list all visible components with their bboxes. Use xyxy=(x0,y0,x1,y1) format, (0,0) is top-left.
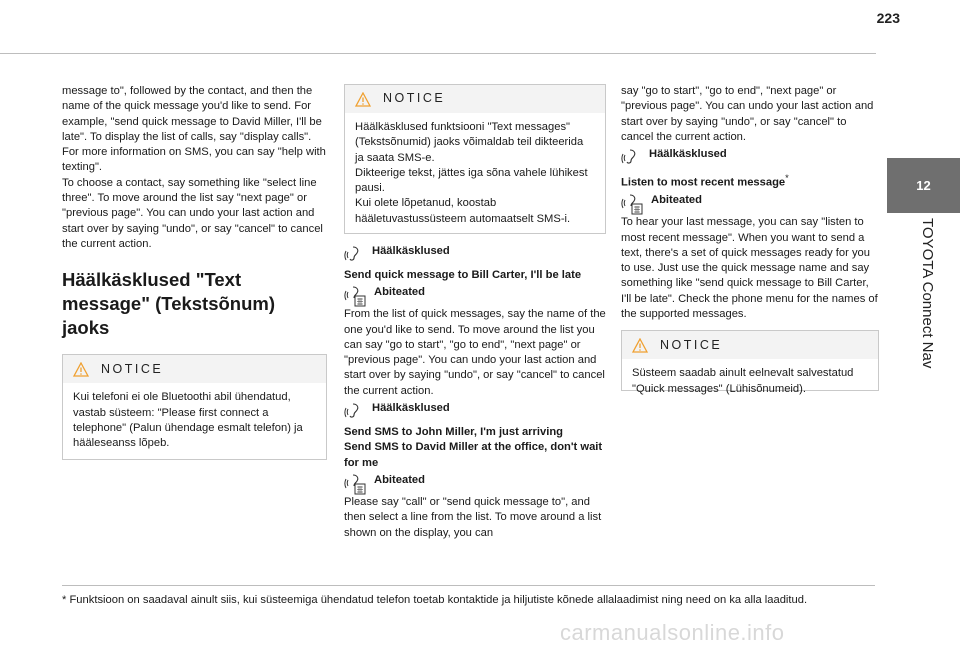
notice-line: Kui olete lõpetanud, koostab hääletuvastussüsteem automaatselt SMS-i. xyxy=(355,197,571,225)
chapter-title: TOYOTA Connect Nav xyxy=(919,218,936,369)
voice-command-icon xyxy=(621,147,641,165)
voice-command-text-main: Listen to most recent message xyxy=(621,176,786,189)
warning-icon xyxy=(355,92,371,107)
paragraph: From the list of quick messages, say the name of the one you'd like to send. To move around the list you can say "go to start", "go to end", "next page" or "previous page". You can undo your last action and start over by saying "undo", or say "cancel" to cancel the current action. xyxy=(344,308,606,397)
help-message-icon xyxy=(344,473,366,495)
help-message-row xyxy=(344,285,606,307)
voice-command-icon xyxy=(344,244,364,262)
voice-command-text: Send quick message to Bill Carter, I'll be late xyxy=(344,269,582,281)
notice-header xyxy=(622,331,878,359)
help-message-icon xyxy=(621,193,643,215)
notice-line: Häälkäsklused funktsiooni "Text messages" (Tekstsõnumid) jaoks võimaldab teil dikteerida ja saata SMS-e. xyxy=(355,121,584,164)
help-message-icon xyxy=(344,285,366,307)
voice-command-text: Send SMS to John Miller, I'm just arriving xyxy=(344,426,563,439)
section-heading: Häälkäsklused "Text message" (Tekstsõnum) jaoks xyxy=(62,269,276,339)
voice-command-row xyxy=(344,401,606,419)
notice-title: NOTICE xyxy=(101,361,164,376)
notice-box xyxy=(621,330,879,395)
notice-text: Süsteem saadab ainult eelnevalt salvestatud "Quick messages" (Lühisõnumeid). xyxy=(632,367,854,395)
notice-title: NOTICE xyxy=(660,337,723,352)
notice-header xyxy=(63,355,326,383)
paragraph: To choose a contact, say something like "select line three". To move around the list say "next page" or "previous page". You can undo your last action and start over by saying "undo", or say "cancel" to cancel the current action. xyxy=(62,176,323,250)
voice-command-row xyxy=(344,244,606,262)
paragraph: message to", followed by the contact, and then the name of the quick message you'd like to send. For example, "send quick message to David Miller, I'll be late". To display the list of calls, say "display calls". For more information on SMS, you can say "help with texting". xyxy=(62,85,326,174)
column-3 xyxy=(621,84,879,395)
notice-text xyxy=(345,113,605,235)
warning-icon xyxy=(632,338,648,353)
notice-line: Dikteerige tekst, jättes iga sõna vahele lühikest pausi. xyxy=(355,166,588,195)
footnote: * Funktsioon on saadaval ainult siis, kui süsteemiga ühendatud telefon toetab kontaktide ja hiljutiste kõnede allalaadimist ning need on ka alla laaditud. xyxy=(62,594,808,606)
footnote-mark: * xyxy=(785,173,789,184)
notice-header xyxy=(345,85,605,113)
notice-box xyxy=(62,354,327,460)
paragraph: To hear your last message, you can say "listen to most recent message". When you want to send a text, there's a set of quick messages ready for you to use. Just use the quick message name and say something like "send quick message to Bill Carter, I'll be late". Check the phone menu for the names of the supported messages. xyxy=(621,216,878,320)
voice-command-label: Häälkäsklused xyxy=(372,245,450,257)
column-1 xyxy=(62,84,327,460)
help-message-row xyxy=(621,193,879,215)
voice-command-row xyxy=(621,147,879,165)
help-message-label: Abiteated xyxy=(374,286,425,299)
top-divider xyxy=(0,53,876,54)
footnote-divider xyxy=(62,585,875,586)
watermark: carmanualsonline.info xyxy=(560,620,785,645)
paragraph: Please say "call" or "send quick message to", and then select a line from the list. To move around a list shown on the display, you can xyxy=(344,495,602,539)
chapter-tab[interactable]: 12 xyxy=(887,158,960,213)
notice-box xyxy=(344,84,606,234)
notice-text: Kui telefoni ei ole Bluetoothi abil ühendatud, vastab süsteem: "Please first connect a telephone" (Palun ühendage esmalt telefon) ja hääleseanss lõpeb. xyxy=(73,391,303,450)
paragraph: say "go to start", "go to end", "next page" or "previous page". You can undo your last action and start over by saying "undo", or say "cancel" to cancel the current action. xyxy=(621,85,874,143)
voice-command-text xyxy=(621,171,879,191)
notice-title: NOTICE xyxy=(383,91,446,106)
help-message-row xyxy=(344,473,606,495)
help-message-label: Abiteated xyxy=(374,473,425,486)
column-2 xyxy=(344,84,606,541)
warning-icon xyxy=(73,362,89,377)
page-number: 223 xyxy=(876,10,900,26)
help-message-label: Abiteated xyxy=(651,194,702,207)
voice-command-label: Häälkäsklused xyxy=(649,148,727,161)
voice-command-icon xyxy=(344,401,364,419)
voice-command-text: Send SMS to David Miller at the office, don't wait for me xyxy=(344,441,603,469)
voice-command-label: Häälkäsklused xyxy=(372,402,450,415)
